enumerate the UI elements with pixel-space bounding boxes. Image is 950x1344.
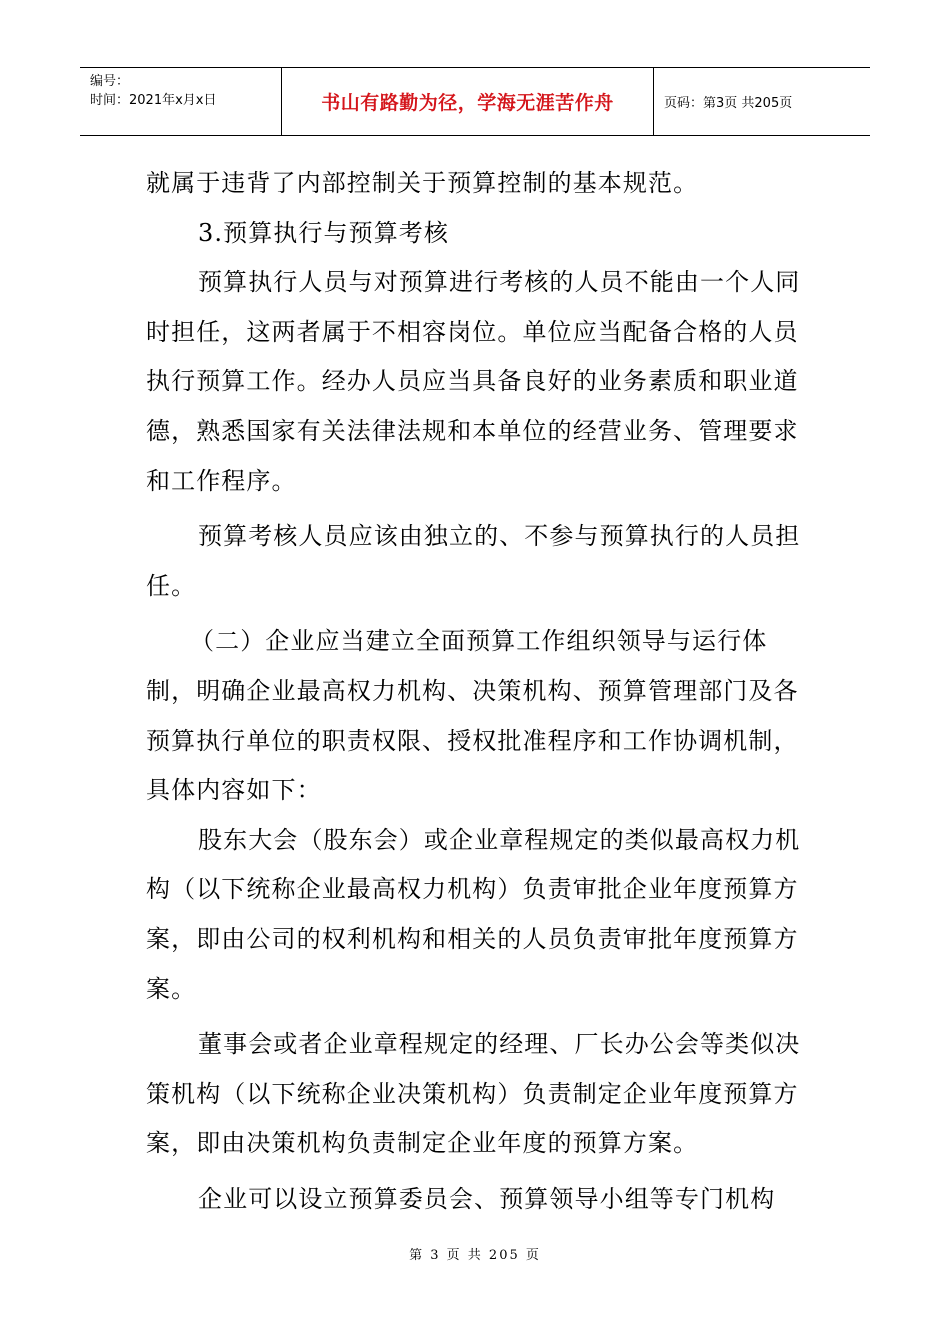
paragraph: 企业可以设立预算委员会、预算领导小组等专门机构 <box>198 1184 776 1213</box>
body-text <box>146 159 810 1224</box>
paragraph: （二）企业应当建立全面预算工作组织领导与运行体制，明确企业最高权力机构、决策机构、预算管理部门及各预算执行单位的职责权限、授权批准程序和工作协调机制，具体内容如下： <box>146 627 799 805</box>
header-meta <box>80 68 282 135</box>
paragraph: 预算执行人员与对预算进行考核的人员不能由一个人同时担任，这两者属于不相容岗位。单位应当配备合格的人员执行预算工作。经办人员应当具备良好的业务素质和职业道德，熟悉国家有关法律法规和本单位的经营业务、管理要求和工作程序。 <box>146 268 801 495</box>
section-heading: 3.预算执行与预算考核 <box>198 218 449 247</box>
header-page-code: 页码：第3页 共205页 <box>664 96 793 111</box>
document-time-label: 时间：2021年x月x日 <box>90 93 217 108</box>
paragraph: 董事会或者企业章程规定的经理、厂长办公会等类似决策机构（以下统称企业决策机构）负责制定企业年度预算方案，即由决策机构负责制定企业年度的预算方案。 <box>146 1030 801 1158</box>
paragraph: 预算考核人员应该由独立的、不参与预算执行的人员担任。 <box>146 522 801 600</box>
page-header <box>80 67 870 136</box>
paragraph: 股东大会（股东会）或企业章程规定的类似最高权力机构（以下统称企业最高权力机构）负责审批企业年度预算方案，即由公司的权利机构和相关的人员负责审批年度预算方案。 <box>146 825 801 1003</box>
paragraph: 就属于违背了内部控制关于预算控制的基本规范。 <box>146 169 699 197</box>
header-motto: 书山有路勤为径，学海无涯苦作舟 <box>282 68 654 135</box>
document-number-label: 编号： <box>90 74 130 89</box>
page-footer: 第 3 页 共 205 页 <box>409 1248 541 1263</box>
